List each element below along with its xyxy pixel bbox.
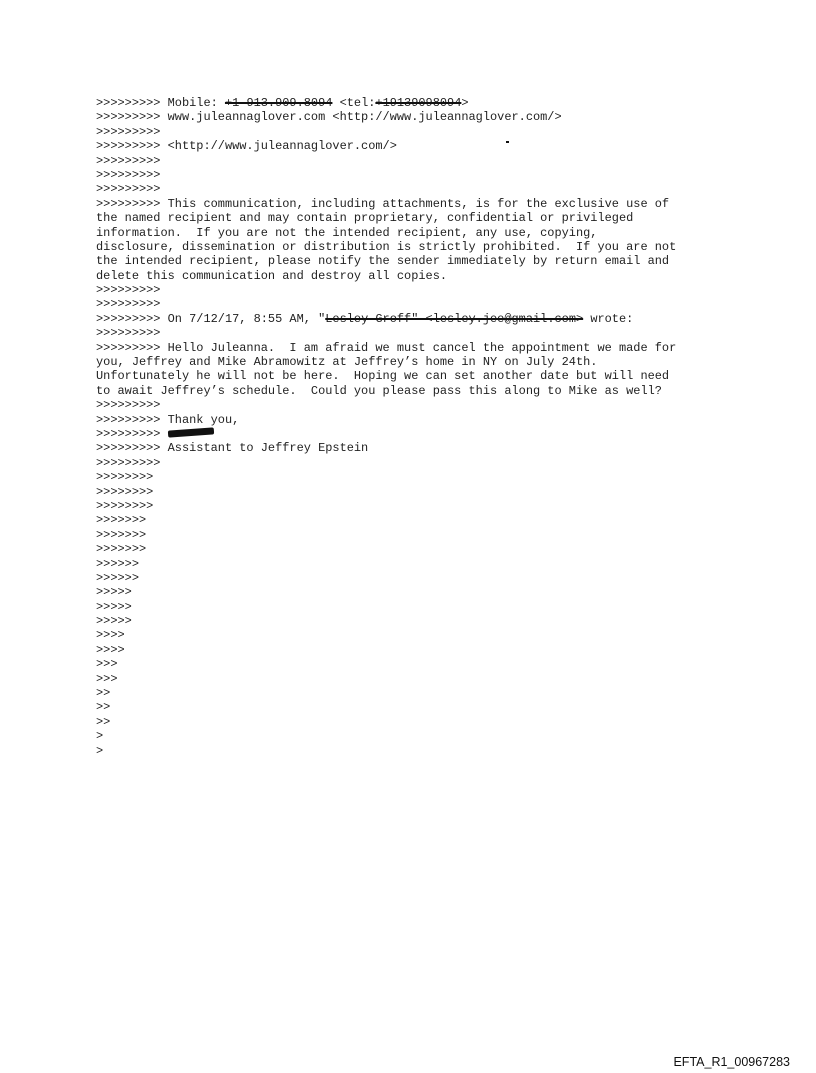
email-line (96, 744, 796, 758)
line-text: >>>>> (96, 614, 132, 629)
email-line (96, 528, 796, 542)
email-line (96, 96, 796, 110)
line-text: >>> (96, 671, 118, 686)
line-text: >>>>> (96, 585, 132, 600)
line-text: >>>>>>>>> Assistant to Jeffrey Epstein (96, 441, 369, 456)
line-text: wrote: (583, 311, 634, 326)
line-text: information. If you are not the intended recipient, any use, copying, (96, 225, 598, 240)
line-text: <tel: (332, 96, 376, 110)
line-text: >>>>>>>>> (96, 326, 161, 341)
line-text: the intended recipient, please notify the sender immediately by return email and (96, 254, 670, 269)
line-text: >>>>>>>>> Hello Juleanna. I am afraid we must cancel the appointment we made for (96, 340, 677, 355)
line-text: > (461, 96, 469, 110)
line-text: >>>>>>>>> (96, 455, 161, 470)
line-text: >>>>>>>>> On 7/12/17, 8:55 AM, " (96, 311, 326, 326)
line-text: >>>>>>>>> (96, 426, 168, 441)
line-text: disclosure, dissemination or distribution is strictly prohibited. If you are not (96, 239, 677, 254)
line-text: >>>>>>>>> (96, 398, 161, 413)
line-text: >>>>>>>>> (96, 124, 161, 139)
line-text: >>>>>>>>> www.juleannaglover.com <http://www.juleannaglover.com/> (96, 110, 562, 125)
email-line (96, 197, 796, 211)
email-line (96, 154, 796, 168)
email-line (96, 341, 796, 355)
email-line (96, 513, 796, 527)
email-line (96, 240, 796, 254)
line-text: >>>> (96, 642, 125, 657)
email-line (96, 614, 796, 628)
line-text: >>>>>>>>> (96, 182, 161, 197)
struck-text: Lesley Groff" <lesley.jee@gmail.com> (325, 311, 584, 326)
email-line (96, 628, 796, 642)
line-text: >>>>>> (96, 570, 139, 585)
email-line (96, 269, 796, 283)
line-text: you, Jeffrey and Mike Abramowitz at Jeffrey’s home in NY on July 24th. (96, 355, 598, 370)
line-text: delete this communication and destroy all copies. (96, 268, 448, 283)
email-line (96, 168, 796, 182)
email-line (96, 139, 796, 153)
email-line (96, 283, 796, 297)
email-line (96, 326, 796, 340)
line-text: >> (96, 700, 111, 715)
stray-ink-mark (506, 141, 509, 143)
email-line (96, 413, 796, 427)
line-text: >>>>>>>> (96, 498, 154, 513)
line-text: > (96, 729, 104, 744)
email-line (96, 485, 796, 499)
email-line (96, 456, 796, 470)
line-text: >>>>>>>>> This communication, including attachments, is for the exclusive use of (96, 196, 670, 211)
line-text: >> (96, 686, 111, 701)
email-line (96, 643, 796, 657)
email-line (96, 297, 796, 311)
line-text: >>> (96, 657, 118, 672)
email-line (96, 312, 796, 326)
email-line (96, 398, 796, 412)
email-line (96, 657, 796, 671)
struck-text: +1 913.909.8094 (224, 96, 333, 110)
line-text: >>>>> (96, 599, 132, 614)
email-line (96, 585, 796, 599)
email-body (96, 96, 796, 758)
line-text: >>>>>>>>> (96, 283, 161, 298)
email-line (96, 110, 796, 124)
email-line (96, 672, 796, 686)
email-line (96, 211, 796, 225)
email-line (96, 182, 796, 196)
email-line (96, 384, 796, 398)
struck-text: +19139098094 (375, 96, 462, 110)
email-line (96, 715, 796, 729)
line-text: to await Jeffrey’s schedule. Could you please pass this along to Mike as well? (96, 383, 662, 398)
line-text: >>>>>>>> (96, 470, 154, 485)
line-text: >>>>>> (96, 556, 139, 571)
email-line (96, 700, 796, 714)
email-line (96, 600, 796, 614)
line-text: >>>>>>>>> Thank you, (96, 412, 240, 427)
line-text: >>>>>>> (96, 527, 147, 542)
email-line (96, 427, 796, 441)
line-text: >>>>>>> (96, 513, 147, 528)
redaction-mark (167, 428, 213, 438)
line-text: >>>>>>>>> (96, 167, 161, 182)
bates-number: EFTA_R1_00967283 (673, 1055, 790, 1069)
line-text: >>>> (96, 628, 125, 643)
line-text: >>>>>>>>> (96, 153, 161, 168)
line-text: the named recipient and may contain proprietary, confidential or privileged (96, 211, 634, 226)
line-text: >>>>>>>>> (96, 297, 161, 312)
email-line (96, 542, 796, 556)
line-text: >>>>>>>> (96, 484, 154, 499)
email-line (96, 254, 796, 268)
email-line (96, 441, 796, 455)
email-line (96, 571, 796, 585)
email-line (96, 470, 796, 484)
line-text: Unfortunately he will not be here. Hoping we can set another date but will need (96, 369, 670, 384)
email-line (96, 226, 796, 240)
line-text: >>>>>>>>> <http://www.juleannaglover.com/> (96, 139, 397, 154)
line-text: >> (96, 714, 111, 729)
email-line (96, 686, 796, 700)
line-text: > (96, 743, 104, 758)
email-line (96, 557, 796, 571)
email-line (96, 355, 796, 369)
email-line (96, 369, 796, 383)
email-line (96, 729, 796, 743)
line-text: >>>>>>> (96, 542, 147, 557)
email-line (96, 499, 796, 513)
line-text: >>>>>>>>> Mobile: (96, 96, 225, 110)
email-line (96, 125, 796, 139)
